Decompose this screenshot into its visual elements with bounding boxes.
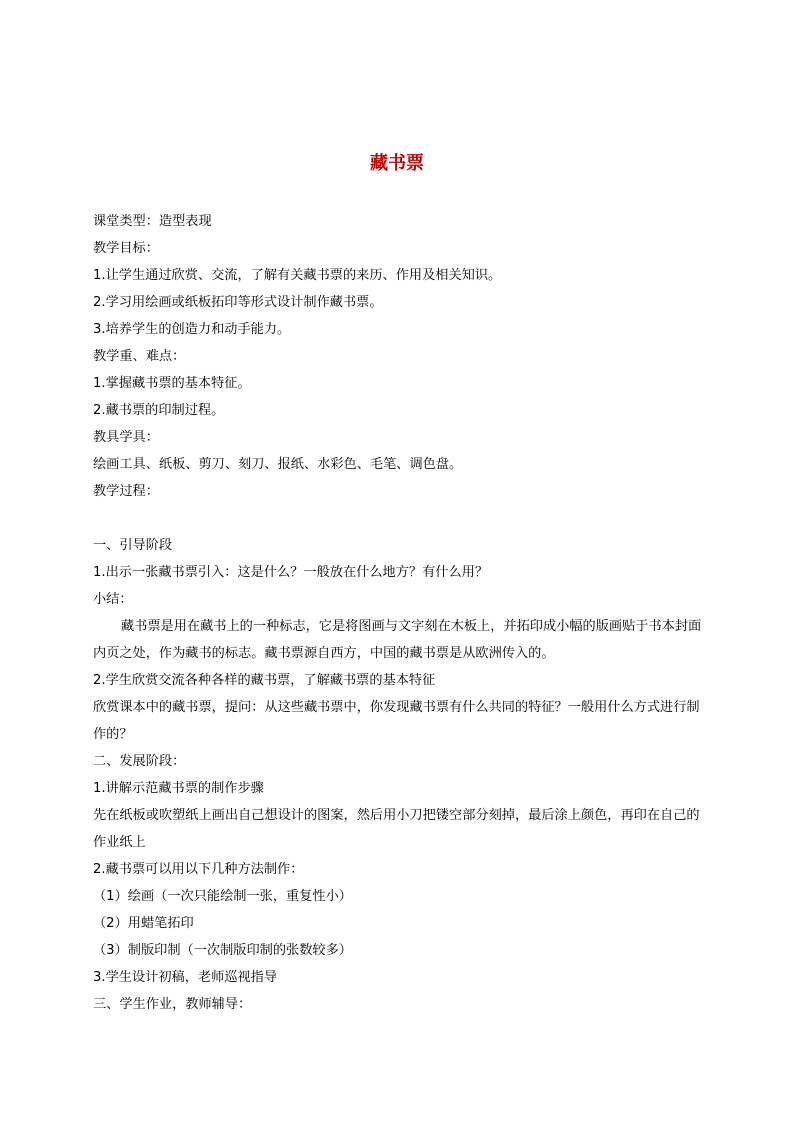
objectives-heading: 教学目标：: [93, 241, 159, 256]
section-2-heading: 二、发展阶段：: [93, 754, 186, 769]
section-3-heading: 三、学生作业，教师辅导：: [93, 997, 252, 1012]
summary-label: 小结：: [93, 592, 133, 607]
document-title: 藏书票: [370, 153, 424, 174]
section-1-heading: 一、引导阶段: [93, 538, 173, 553]
method-3: （3）制版印制（一次制版印制的张数较多）: [93, 943, 352, 958]
summary-paragraph: 藏书票是用在藏书上的一种标志，它是将图画与文字刻在木板上，并拓印成小幅的版画贴于书本封面内页之处，作为藏书的标志。藏书票源自西方，中国的藏书票是从欧洲传入的。: [93, 619, 702, 661]
method-1: （1）绘画（一次只能绘制一张，重复性小）: [93, 889, 352, 904]
document-body: [93, 208, 705, 1018]
key-point-2: 2.藏书票的印制过程。: [93, 403, 225, 418]
process-heading: 教学过程：: [93, 484, 159, 499]
blank-line: [93, 505, 705, 532]
materials-heading: 教具学具：: [93, 430, 159, 445]
lesson-type: 课堂类型：造型表现: [93, 214, 212, 229]
section-2-step-1: 1.讲解示范藏书票的制作步骤: [93, 781, 264, 796]
section-2-step-3: 3.学生设计初稿，老师巡视指导: [93, 970, 278, 985]
section-2-step-2: 2.藏书票可以用以下几种方法制作：: [93, 862, 304, 877]
objective-1: 1.让学生通过欣赏、交流，了解有关藏书票的来历、作用及相关知识。: [93, 268, 502, 283]
section-1-step-1: 1.出示一张藏书票引入：这是什么？一般放在什么地方？有什么用？: [93, 565, 489, 580]
materials-list: 绘画工具、纸板、剪刀、刻刀、报纸、水彩色、毛笔、调色盘。: [93, 457, 463, 472]
section-1-step-2: 2.学生欣赏交流各种各样的藏书票，了解藏书票的基本特征: [93, 673, 436, 688]
making-steps-paragraph: 先在纸板或吹塑纸上画出自己想设计的图案，然后用小刀把镂空部分刻掉，最后涂上颜色，再印在自己的作业纸上: [93, 808, 700, 850]
key-points-heading: 教学重、难点：: [93, 349, 186, 364]
objective-3: 3.培养学生的创造力和动手能力。: [93, 322, 291, 337]
objective-2: 2.学习用绘画或纸板拓印等形式设计制作藏书票。: [93, 295, 383, 310]
method-2: （2）用蜡笔拓印: [93, 916, 194, 931]
key-point-1: 1.掌握藏书票的基本特征。: [93, 376, 251, 391]
appreciation-paragraph: 欣赏课本中的藏书票，提问：从这些藏书票中，你发现藏书票有什么共同的特征？一般用什么方式进行制作的？: [93, 700, 700, 742]
